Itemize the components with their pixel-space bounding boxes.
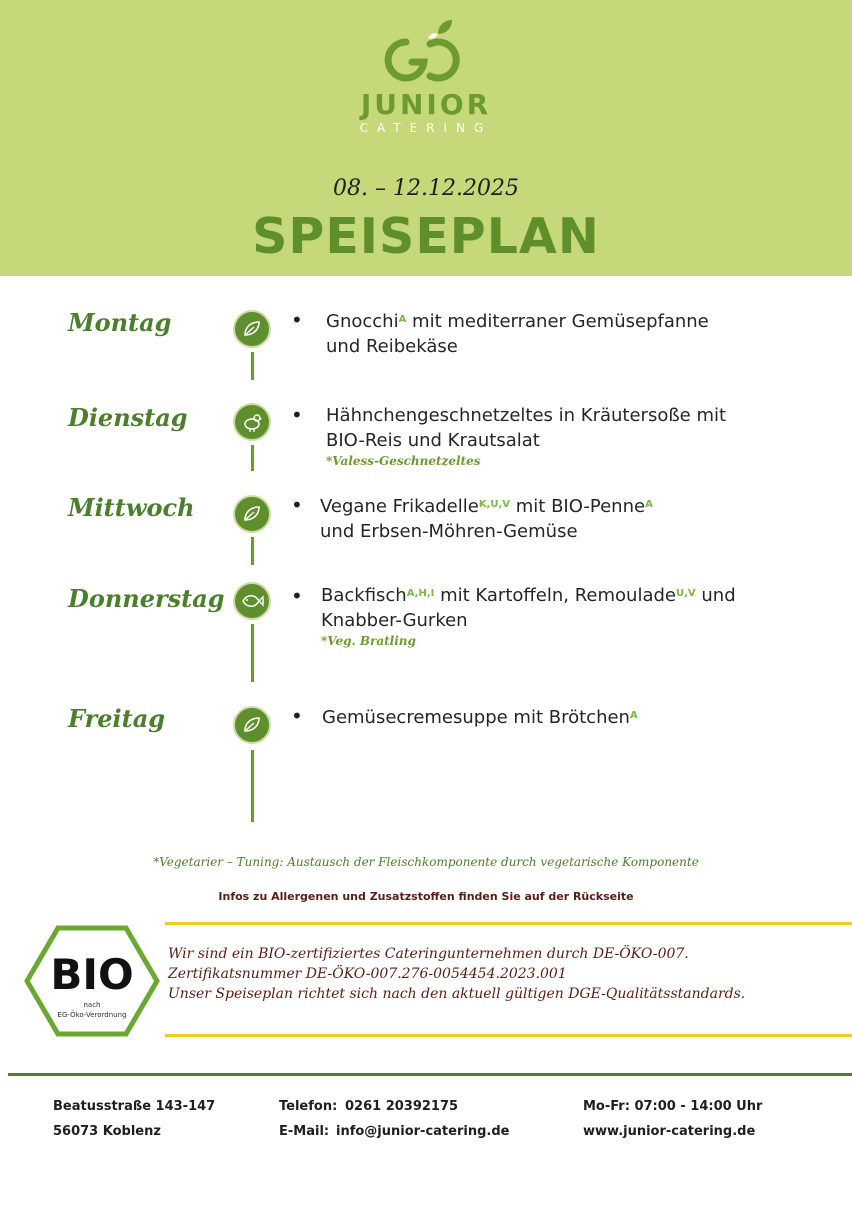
meal-line: und Erbsen-Möhren-Gemüse	[320, 521, 578, 542]
timeline-line	[251, 445, 254, 471]
leaf-icon	[233, 310, 271, 348]
bio-seal-sub2: EG-Öko-Verordnung	[57, 1011, 127, 1019]
bio-line: Zertifikatsnummer DE-ÖKO-007.276-0054454.2023.001	[168, 966, 567, 982]
opening-hours: Mo-Fr: 07:00 - 14:00 Uhr	[583, 1099, 763, 1114]
meal-thursday	[321, 583, 841, 633]
brand-subtitle: CATERING	[359, 121, 493, 135]
vegetarian-alternative: *Valess-Geschnetzeltes	[326, 454, 481, 468]
bio-seal	[24, 925, 160, 1037]
leaf-icon	[233, 706, 271, 744]
leaf-icon	[233, 495, 271, 533]
date-range: 08. – 12.12.2025	[333, 176, 519, 201]
bio-seal-sub1: nach	[83, 1001, 101, 1009]
bullet: •	[291, 493, 303, 517]
allergen-note: Infos zu Allergenen und Zusatzstoffen finden Sie auf der Rückseite	[218, 890, 634, 903]
meal-line: Hähnchengeschnetzeltes in Kräutersoße mit	[326, 405, 727, 426]
phone-number[interactable]: 0261 20392175	[345, 1099, 459, 1114]
bullet: •	[291, 308, 303, 332]
meal-line: Vegane Frikadelle$^{K,U,V}$ mit BIO-Penne$^A$	[320, 496, 653, 517]
day-wednesday: Mittwoch	[68, 493, 195, 522]
meal-line: Knabber-Gurken	[321, 610, 468, 631]
meal-line: Gnocchi$^A$ mit mediterraner Gemüsepfanne	[326, 311, 709, 332]
bio-line: Wir sind ein BIO-zertifiziertes Cateringunternehmen durch DE-ÖKO-007.	[168, 946, 689, 962]
meal-monday	[326, 309, 826, 359]
meal-line: Gemüsecremesuppe mit Brötchen$^A$	[322, 707, 638, 728]
address-street: Beatusstraße 143-147	[53, 1099, 216, 1114]
meal-line: Backfisch$^{A,H,I}$ mit Kartoffeln, Remoulade$^{U,V}$ und	[321, 585, 736, 606]
timeline-line	[251, 352, 254, 380]
meal-tuesday	[326, 403, 826, 453]
bullet: •	[291, 584, 303, 608]
bullet: •	[291, 403, 303, 427]
day-thursday: Donnerstag	[68, 584, 225, 613]
meal-friday	[322, 705, 822, 730]
bullet: •	[291, 704, 303, 728]
page-title: SPEISEPLAN	[252, 208, 600, 265]
day-monday: Montag	[68, 308, 172, 337]
meal-line: und Reibekäse	[326, 336, 458, 357]
email-link[interactable]: info@junior-catering.de	[336, 1124, 510, 1139]
vegetarian-tuning-note: *Vegetarier – Tuning: Austausch der Fleischkomponente durch vegetarische Komponente	[153, 855, 699, 869]
chicken-icon	[233, 403, 271, 441]
bio-certification	[168, 944, 848, 1004]
bio-line: Unser Speiseplan richtet sich nach den aktuell gültigen DGE-Qualitätsstandards.	[168, 986, 746, 1002]
timeline-line	[251, 750, 254, 822]
day-tuesday: Dienstag	[68, 403, 188, 432]
divider-bottom	[165, 1034, 852, 1037]
address-city: 56073 Koblenz	[53, 1124, 161, 1139]
timeline-line	[251, 624, 254, 682]
logo-mark-icon	[366, 18, 486, 84]
fish-icon	[233, 582, 271, 620]
vegetarian-alternative: *Veg. Bratling	[321, 634, 416, 648]
email-label: E-Mail:	[279, 1124, 330, 1139]
website-link[interactable]: www.junior-catering.de	[583, 1124, 756, 1139]
day-friday: Freitag	[68, 704, 166, 733]
brand-name: JUNIOR	[360, 88, 492, 121]
footer-divider	[8, 1073, 852, 1076]
timeline-line	[251, 537, 254, 565]
phone-label: Telefon:	[279, 1099, 338, 1114]
divider-top	[165, 922, 852, 925]
meal-line: BIO-Reis und Krautsalat	[326, 430, 540, 451]
meal-wednesday	[320, 494, 820, 544]
logo	[0, 18, 852, 88]
bio-seal-text: BIO	[50, 950, 134, 999]
